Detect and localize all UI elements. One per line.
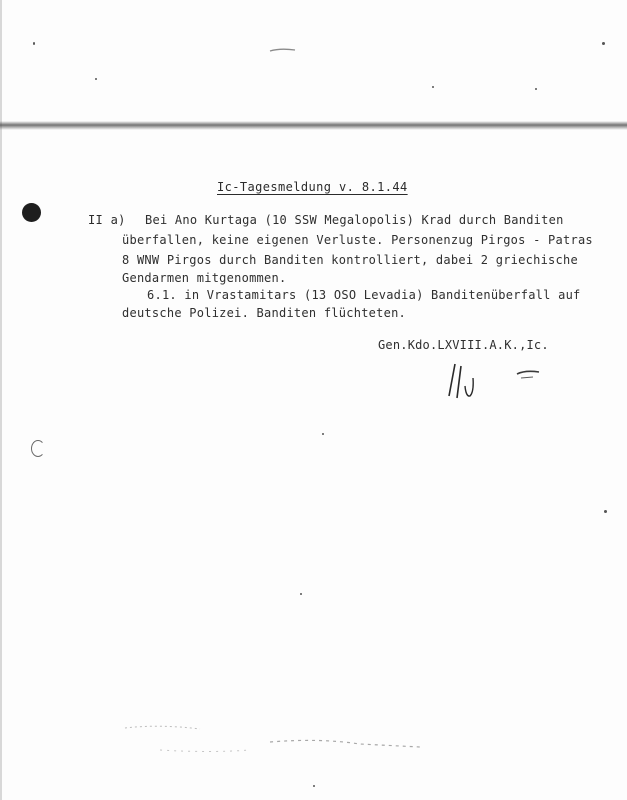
page-left-edge [0, 0, 2, 800]
punch-hole [22, 203, 41, 222]
scan-speck [432, 86, 434, 88]
report-line: 6.1. in Vrastamitars (13 OSO Levadia) Banditenüberfall auf [147, 288, 581, 302]
fold-shadow [0, 121, 627, 130]
scan-speck [604, 510, 607, 513]
punch-hole-outline [31, 440, 45, 457]
section-label: II a) [88, 213, 126, 227]
report-line: Bei Ano Kurtaga (10 SSW Megalopolis) Krad durch Banditen [145, 213, 564, 227]
scan-speck [322, 433, 324, 435]
scan-speck [95, 78, 97, 80]
scan-smudge-top [268, 46, 298, 54]
scan-speck [535, 88, 537, 90]
report-title: Ic-Tagesmeldung v. 8.1.44 [217, 180, 408, 194]
report-line: Gendarmen mitgenommen. [122, 271, 287, 285]
scan-speck [300, 593, 302, 595]
report-line: 8 WNW Pirgos durch Banditen kontrolliert, dabei 2 griechische [122, 253, 578, 267]
report-line: deutsche Polizei. Banditen flüchteten. [122, 306, 407, 320]
handwritten-paraph [447, 356, 557, 406]
scan-speck [33, 42, 35, 45]
report-line: überfallen, keine eigenen Verluste. Personenzug Pirgos - Patras [122, 233, 593, 247]
scan-speck [313, 785, 315, 787]
scan-smudge-bottom [120, 720, 450, 760]
signature-block: Gen.Kdo.LXVIII.A.K.,Ic. [378, 338, 549, 352]
scan-speck [602, 42, 605, 45]
